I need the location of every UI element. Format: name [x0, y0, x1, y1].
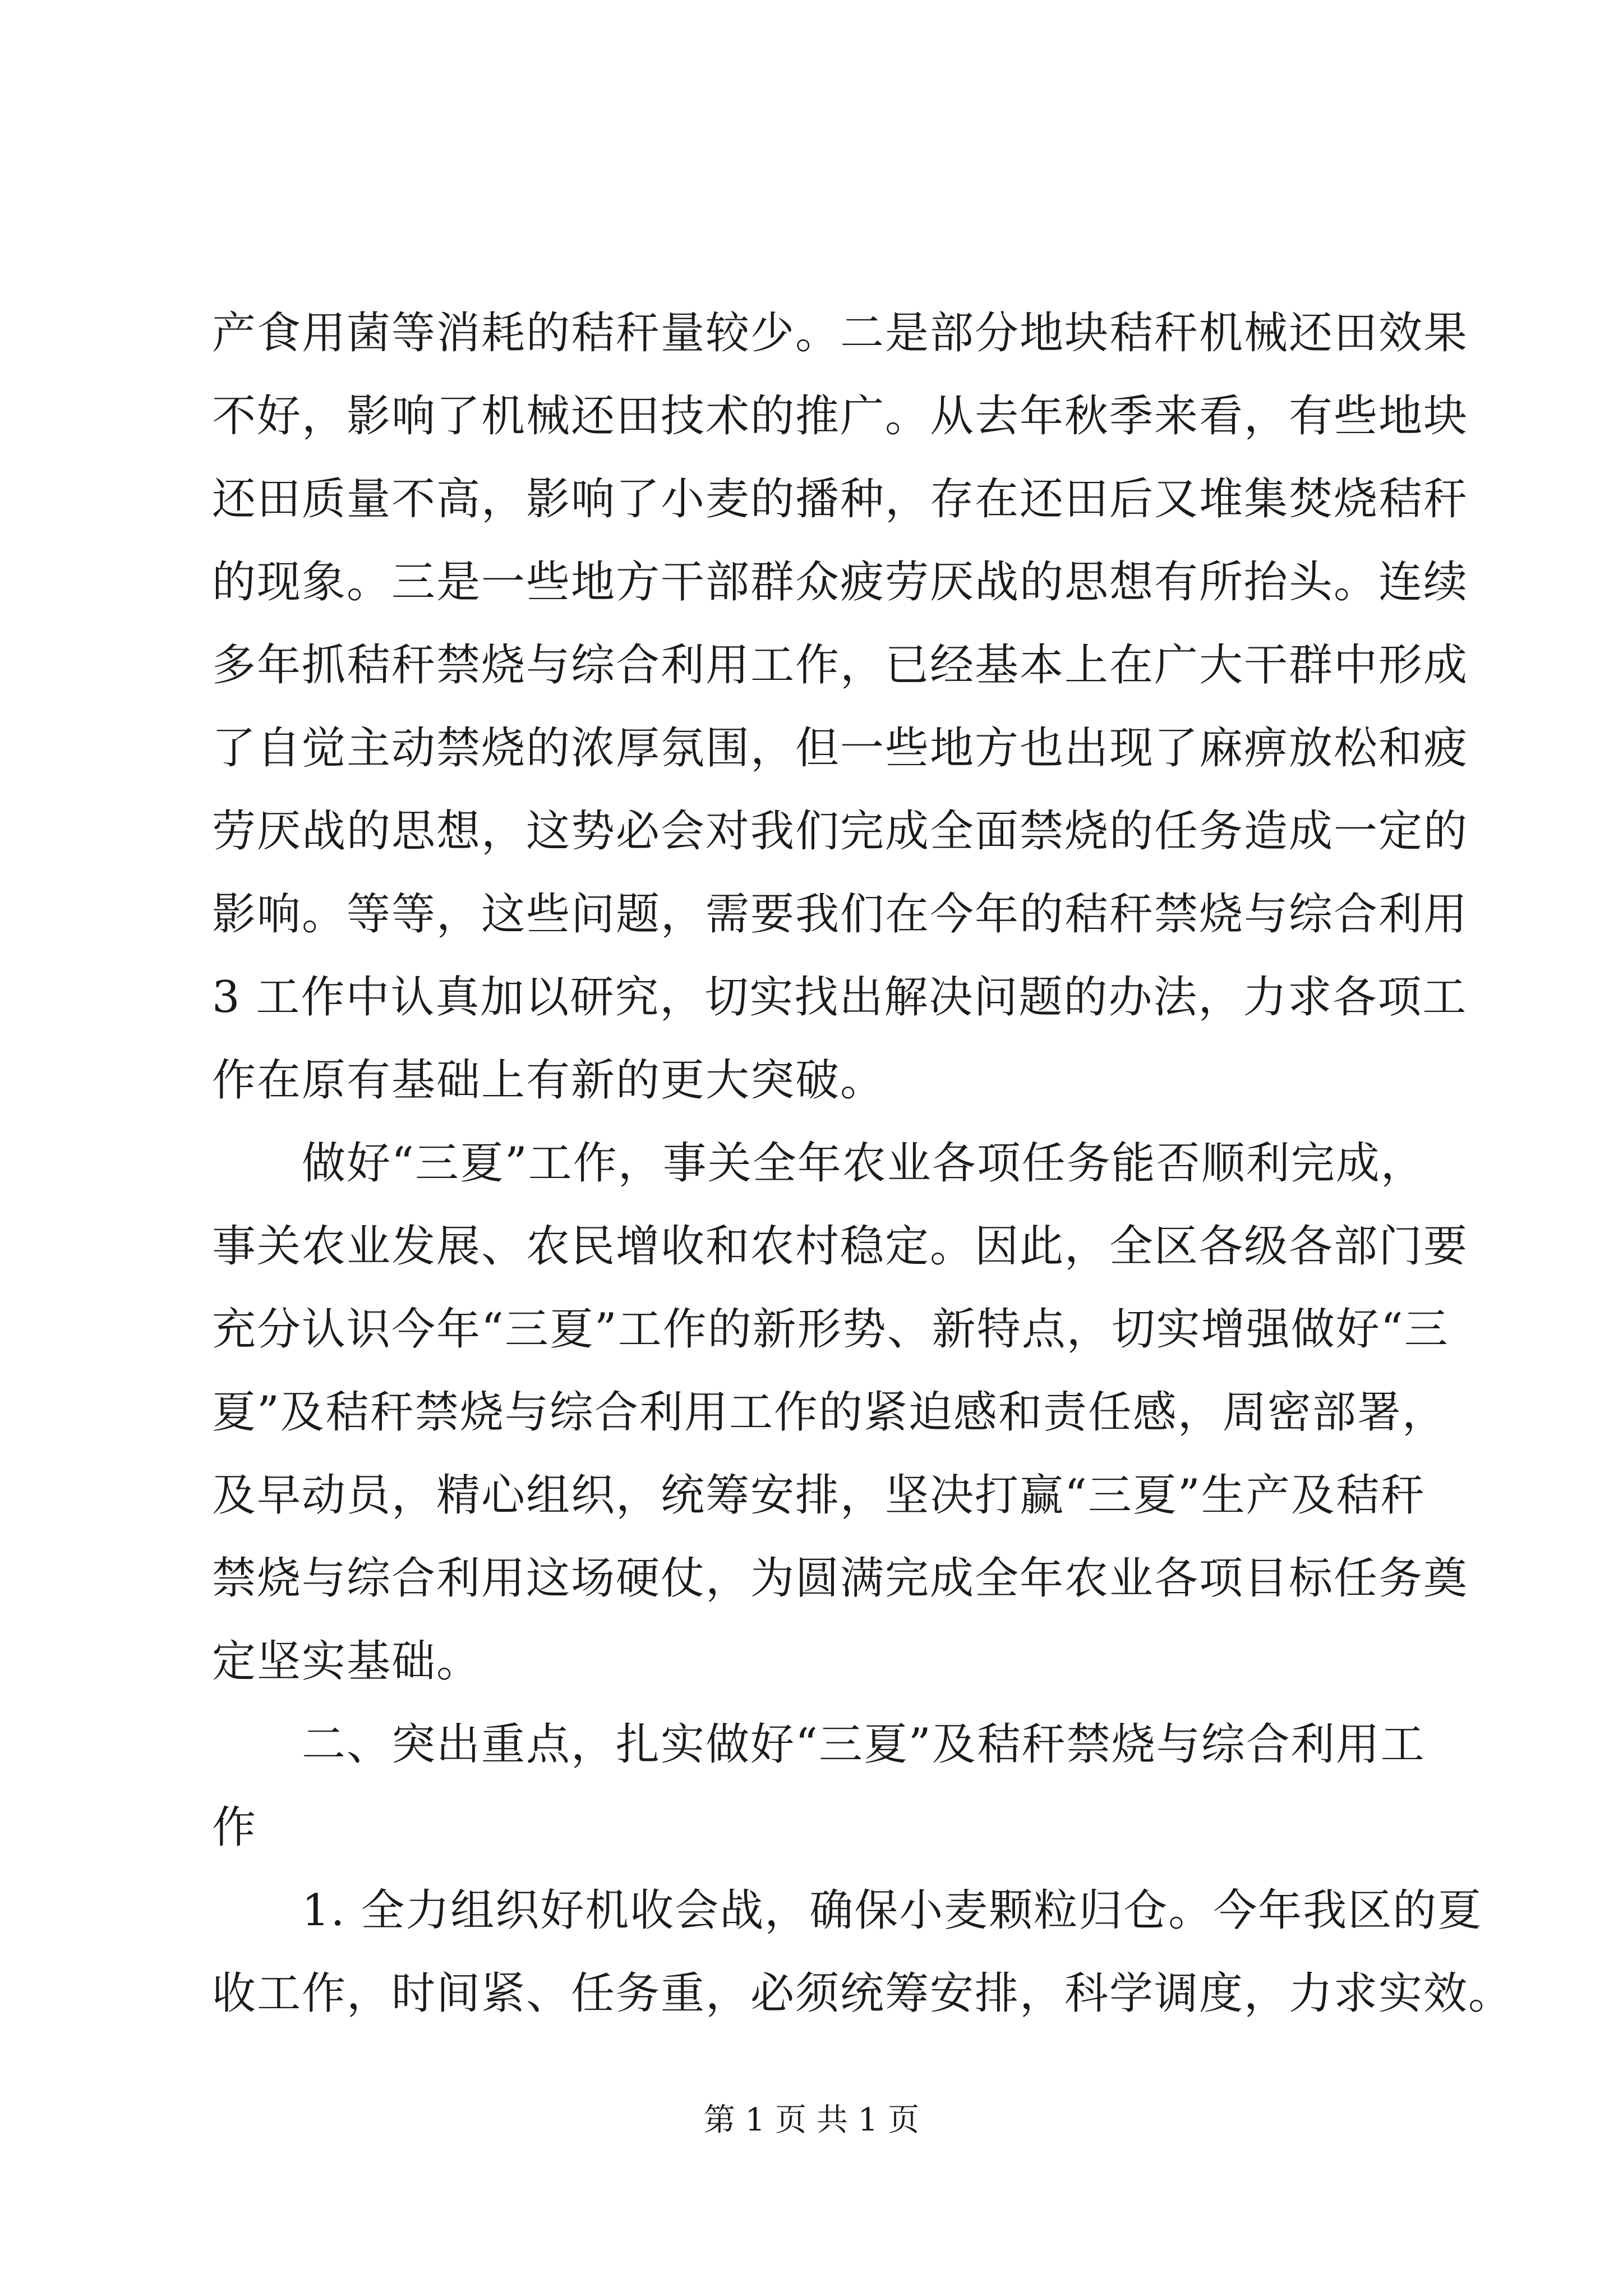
text-line: 不好，影响了机械还田技术的推广。从去年秋季来看，有些地块 [212, 391, 1469, 441]
text-line: 夏”及秸秆禁烧与综合利用工作的紧迫感和责任感，周密部署， [212, 1387, 1447, 1438]
text-line: 禁烧与综合利用这场硬仗，为圆满完成全年农业各项目标任务奠 [212, 1553, 1469, 1604]
text-line: 产食用菌等消耗的秸秆量较少。二是部分地块秸秆机械还田效果 [212, 308, 1469, 358]
text-line: 了自觉主动禁烧的浓厚氛围，但一些地方也出现了麻痹放松和疲 [212, 723, 1469, 774]
text-line: 的现象。三是一些地方干部群众疲劳厌战的思想有所抬头。连续 [212, 557, 1469, 608]
text-line: 收工作，时间紧、任务重，必须统筹安排，科学调度，力求实效。 [212, 1968, 1514, 2019]
page-footer: 第 1 页 共 1 页 [703, 2102, 920, 2138]
text-line: 多年抓秸秆禁烧与综合利用工作，已经基本上在广大干群中形成 [212, 640, 1469, 691]
text-line: 还田质量不高，影响了小麦的播种，存在还田后又堆集焚烧秸秆 [212, 474, 1469, 524]
document-body [212, 292, 1514, 2035]
paragraph-first-line: 1. 全力组织好机收会战，确保小麦颗粒归仓。今年我区的夏 [302, 1885, 1483, 1936]
text-line: 作在原有基础上有新的更大突破。 [212, 1055, 886, 1106]
text-line: 3 工作中认真加以研究，切实找出解决问题的办法，力求各项工 [212, 972, 1468, 1023]
text-line: 定坚实基础。 [212, 1636, 482, 1687]
text-line: 影响。等等，这些问题，需要我们在今年的秸秆禁烧与综合利用 [212, 889, 1469, 940]
text-line: 劳厌战的思想，这势必会对我们完成全面禁烧的任务造成一定的 [212, 806, 1469, 857]
section-heading: 二、突出重点，扎实做好“三夏”及秸秆禁烧与综合利用工 [302, 1719, 1426, 1770]
text-line: 充分认识今年“三夏”工作的新形势、新特点，切实增强做好“三 [212, 1304, 1449, 1355]
section-heading-cont: 作 [212, 1802, 257, 1853]
text-line: 及早动员，精心组织，统筹安排，坚决打赢“三夏”生产及秸秆 [212, 1470, 1426, 1521]
paragraph-first-line: 做好“三夏”工作，事关全年农业各项任务能否顺利完成， [302, 1138, 1426, 1189]
text-line: 事关农业发展、农民增收和农村稳定。因此，全区各级各部门要 [212, 1221, 1469, 1272]
